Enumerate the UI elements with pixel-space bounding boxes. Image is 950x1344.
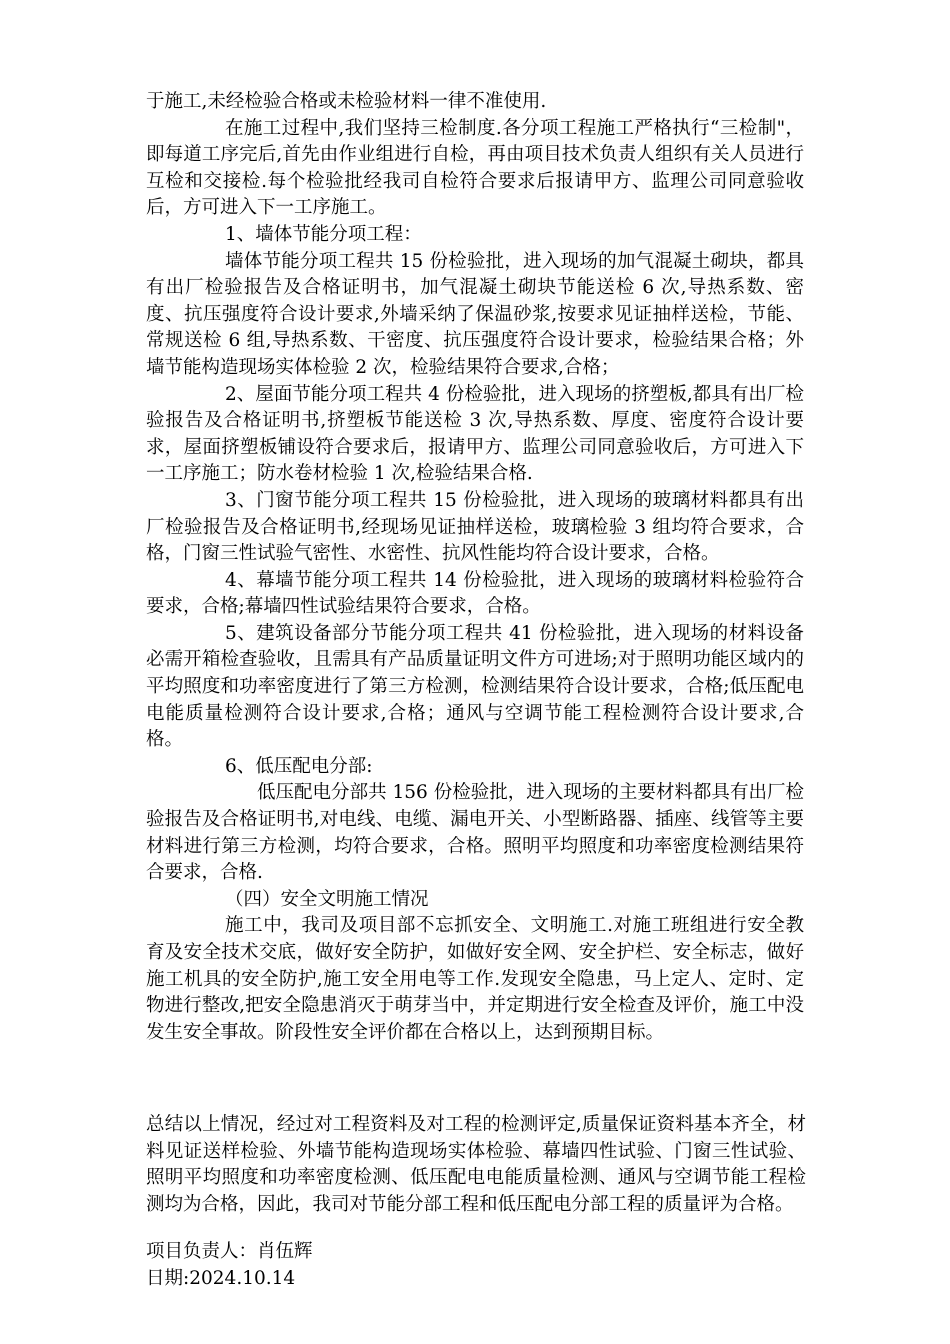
paragraph-curtain-wall-energy: 4、幕墙节能分项工程共 14 份检验批，进入现场的玻璃材料检验符合要求，合格;幕墙四性试验结果符合要求，合格。 [146,569,804,618]
paragraph-wall-energy: 墙体节能分项工程共 15 份检验批，进入现场的加气混凝土砌块，都具有出厂检验报告及合格证明书，加气混凝土砌块节能送检 6 次,导热系数、密度、抗压强度符合设计要求,外墙采纳了保温砂浆,按要求见证抽样送检，节能、常规送检 6 组,导热系数、干密度、抗压强度符合设计要求，检验结果合格；外墙节能构造现场实体检验 2 次，检验结果符合要求,合格； [146,250,804,378]
project-manager-line: 项目负责人：肖伍辉 [146,1241,313,1262]
heading-low-voltage: 6、低压配电分部: [225,755,373,777]
report-body [146,89,804,1046]
heading-wall-energy: 1、墙体节能分项工程： [225,223,422,245]
summary-section [146,1112,806,1218]
paragraph-window-energy: 3、门窗节能分项工程共 15 份检验批，进入现场的玻璃材料都具有出厂检验报告及合格证明书,经现场见证抽样送检，玻璃检验 3 组均符合要求，合格，门窗三性试验气密性、水密性、抗风性能均符合设计要求，合格。 [146,489,804,565]
paragraph-three-inspection: 在施工过程中,我们坚持三检制度.各分项工程施工严格执行“三检制"，即每道工序完后,首先由作业组进行自检，再由项目技术负责人组织有关人员进行互检和交接检.每个检验批经我司自检符合要求后报请甲方、监理公司同意验收后，方可进入下一工序施工。 [146,117,804,219]
heading-safety-civilized: （四）安全文明施工情况 [225,888,429,910]
paragraph-roof-energy: 2、屋面节能分项工程共 4 份检验批，进入现场的挤塑板,都具有出厂检验报告及合格证明书,挤塑板节能送检 3 次,导热系数、厚度、密度符合设计要求，屋面挤塑板铺设符合要求后，报请甲方、监理公司同意验收后，方可进入下一工序施工；防水卷材检验 1 次,检验结果合格. [146,383,804,485]
paragraph-summary: 总结以上情况，经过对工程资料及对工程的检测评定,质量保证资料基本齐全，材料见证送样检验、外墙节能构造现场实体检验、幕墙四性试验、门窗三性试验、照明平均照度和功率密度检测、低压配电电能质量检测、通风与空调节能工程检测均为合格，因此，我司对节能分部工程和低压配电分部工程的质量评为合格。 [146,1114,806,1215]
date-line: 日期:2024.10.14 [146,1267,296,1289]
paragraph-safety: 施工中，我司及项目部不忘抓安全、文明施工.对施工班组进行安全教育及安全技术交底，做好安全防护，如做好安全网、安全护栏、安全标志，做好施工机具的安全防护,施工安全用电等工作.发现安全隐患，马上定人、定时、定物进行整改,把安全隐患消灭于萌芽当中，并定期进行安全检查及评价，施工中没发生安全事故。阶段性安全评价都在合格以上，达到预期目标。 [146,915,804,1043]
paragraph-low-voltage: 低压配电分部共 156 份检验批，进入现场的主要材料都具有出厂检验报告及合格证明书,对电线、电缆、漏电开关、小型断路器、插座、线管等主要材料进行第三方检测，均符合要求，合格。照明平均照度和功率密度检测结果符合要求，合格. [146,782,804,884]
paragraph-building-equipment: 5、建筑设备部分节能分项工程共 41 份检验批，进入现场的材料设备必需开箱检查验收，且需具有产品质量证明文件方可进场;对于照明功能区域内的平均照度和功率密度进行了第三方检测，检测结果符合设计要求，合格;低压配电电能质量检测符合设计要求,合格；通风与空调节能工程检测符合设计要求,合格。 [146,622,804,751]
paragraph-continuation: 于施工,未经检验合格或未检验材料一律不准使用. [146,91,547,112]
signature-section [146,1239,806,1292]
